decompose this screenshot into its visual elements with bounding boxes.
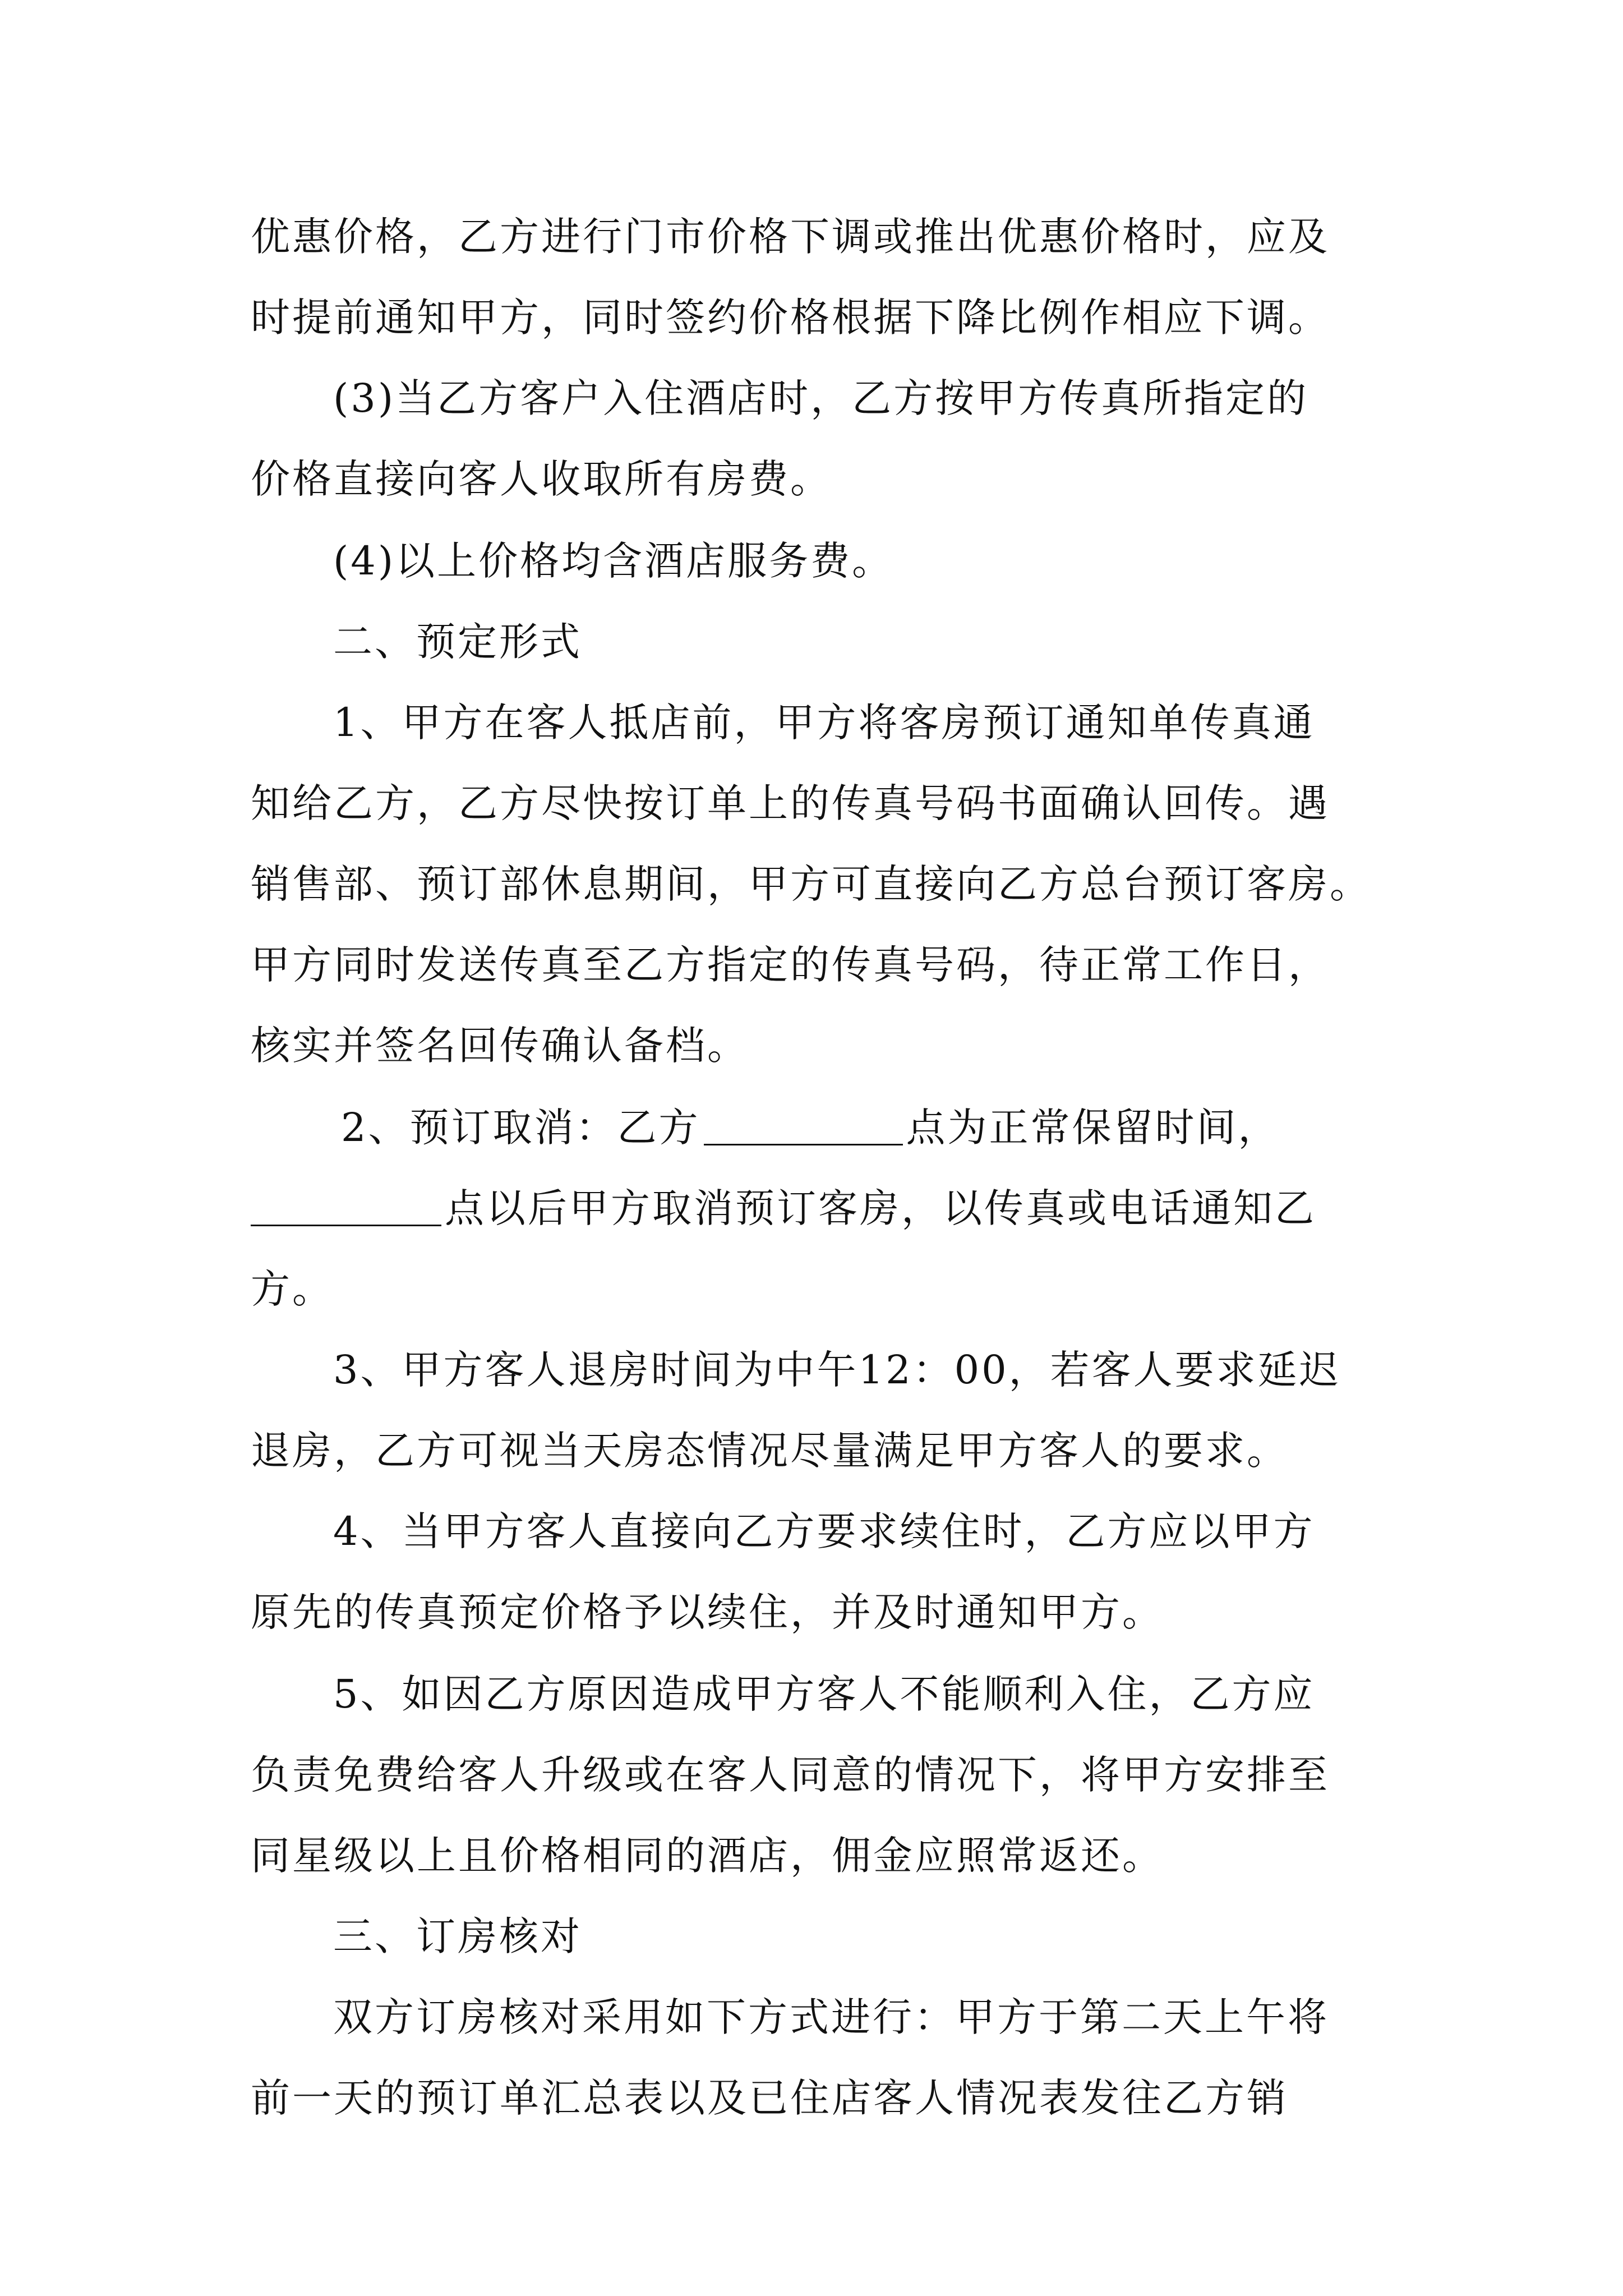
cancel-clause-line bbox=[341, 1099, 1280, 1156]
paragraph-line: 5、如因乙方原因造成甲方客人不能顺利入住，乙方应 bbox=[333, 1671, 1315, 1717]
cancel-clause-text-before: 2、预订取消：乙方 bbox=[341, 1105, 700, 1151]
paragraph-line: (4)以上价格均含酒店服务费。 bbox=[333, 538, 894, 584]
paragraph-line: 3、甲方客人退房时间为中午12：00，若客人要求延迟 bbox=[333, 1347, 1341, 1393]
paragraph-line: 退房，乙方可视当天房态情况尽量满足甲方客人的要求。 bbox=[251, 1428, 1288, 1474]
section-heading: 三、订房核对 bbox=[333, 1913, 582, 1959]
paragraph-line: 销售部、预订部休息期间，甲方可直接向乙方总台预订客房。 bbox=[251, 861, 1371, 907]
paragraph-line: 价格直接向客人收取所有房费。 bbox=[251, 456, 832, 502]
paragraph-line: 知给乙方，乙方尽快按订单上的传真号码书面确认回传。遇 bbox=[251, 780, 1330, 826]
paragraph-line: 1、甲方在客人抵店前，甲方将客房预订通知单传真通 bbox=[333, 700, 1315, 746]
paragraph-line: 时提前通知甲方，同时签约价格根据下降比例作相应下调。 bbox=[251, 295, 1330, 341]
paragraph-line: 负责免费给客人升级或在客人同意的情况下，将甲方安排至 bbox=[251, 1752, 1330, 1798]
section-heading: 二、预定形式 bbox=[333, 619, 582, 665]
fill-in-blank-retention-hour bbox=[704, 1105, 903, 1145]
cancel-clause-line bbox=[251, 1180, 1316, 1236]
paragraph-line: (3)当乙方客户入住酒店时，乙方按甲方传真所指定的 bbox=[333, 375, 1309, 421]
paragraph-line: 原先的传真预定价格予以续住，并及时通知甲方。 bbox=[251, 1589, 1164, 1635]
paragraph-line: 核实并签名回传确认备档。 bbox=[251, 1023, 749, 1069]
paragraph-line: 甲方同时发送传真至乙方指定的传真号码，待正常工作日， bbox=[251, 942, 1330, 988]
cancel-clause-text-after: 点以后甲方取消预订客房，以传真或电话通知乙 bbox=[445, 1185, 1316, 1231]
paragraph-line: 同星级以上且价格相同的酒店，佣金应照常返还。 bbox=[251, 1833, 1164, 1879]
paragraph-line: 方。 bbox=[251, 1266, 334, 1312]
paragraph-line: 4、当甲方客人直接向乙方要求续住时，乙方应以甲方 bbox=[333, 1508, 1315, 1554]
paragraph-line: 双方订房核对采用如下方式进行：甲方于第二天上午将 bbox=[333, 1994, 1329, 2040]
fill-in-blank-cancel-hour bbox=[251, 1185, 441, 1226]
paragraph-line: 前一天的预订单汇总表以及已住店客人情况表发往乙方销 bbox=[251, 2075, 1288, 2121]
paragraph-line: 优惠价格，乙方进行门市价格下调或推出优惠价格时，应及 bbox=[251, 214, 1330, 260]
cancel-clause-text-after: 点为正常保留时间， bbox=[906, 1105, 1280, 1151]
